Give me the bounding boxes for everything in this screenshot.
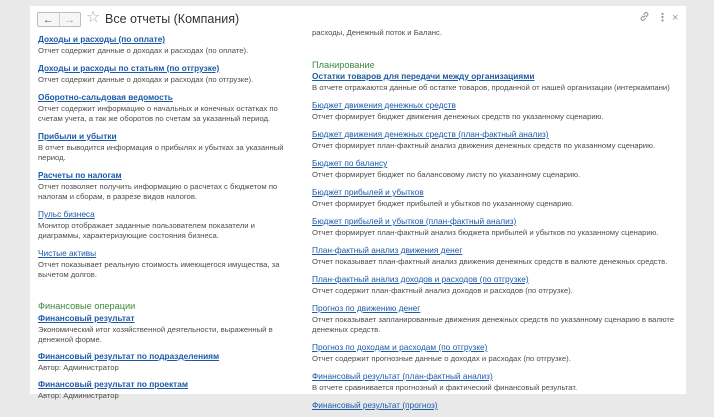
- report-description: Отчет показывает план-фактный анализ движения денежных средств в валюте денежных средств.: [312, 257, 668, 266]
- report-link[interactable]: План-фактный анализ доходов и расходов (по отгрузке): [312, 274, 529, 284]
- report-item: [38, 351, 293, 373]
- report-link[interactable]: Бюджет движения денежных средств (план-фактный анализ): [312, 129, 549, 139]
- report-link[interactable]: Оборотно-сальдовая ведомость: [38, 92, 173, 102]
- star-icon[interactable]: ☆: [86, 9, 101, 26]
- report-link[interactable]: Финансовый результат (план-фактный анализ): [312, 371, 493, 381]
- report-link[interactable]: Прибыли и убытки: [38, 131, 117, 141]
- report-description: Отчет содержит план-фактный анализ доходов и расходов (по отгрузке).: [312, 286, 573, 295]
- left-column: [38, 34, 293, 407]
- report-description: В отчете сравнивается прогнозный и фактический финансовый результат.: [312, 383, 578, 392]
- report-item: [312, 71, 682, 93]
- page-title: Все отчеты (Компания): [105, 12, 240, 26]
- report-link[interactable]: Доходы и расходы (по оплате): [38, 34, 166, 44]
- forward-button[interactable]: [59, 13, 81, 26]
- report-description: Отчет содержит данные о доходах и расходах (по отгрузке).: [38, 75, 254, 84]
- report-item: [312, 371, 682, 393]
- report-description: Отчет содержит прогнозные данные о доходах и расходах (по отгрузке).: [312, 354, 571, 363]
- report-item: [38, 379, 293, 401]
- report-item: [312, 303, 682, 335]
- navigation-buttons: [37, 12, 81, 27]
- report-item: [312, 158, 682, 180]
- report-link[interactable]: Финансовый результат (прогноз): [312, 400, 438, 410]
- report-description: Отчет формирует бюджет движения денежных средств по указанному сценарию.: [312, 112, 604, 121]
- report-item: [312, 129, 682, 151]
- section-heading-planning: Планирование: [312, 60, 375, 70]
- report-item: [312, 400, 682, 410]
- report-link[interactable]: Бюджет прибылей и убытков: [312, 187, 424, 197]
- close-icon[interactable]: ×: [672, 12, 679, 24]
- report-description: Отчет формирует план-фактный анализ движения денежных средств по указанному сценарию.: [312, 141, 655, 150]
- back-button[interactable]: [38, 13, 59, 26]
- arrow-right-icon: →: [64, 13, 76, 26]
- report-description: Отчет формирует бюджет по балансовому листу по указанному сценарию.: [312, 170, 581, 179]
- report-item: [38, 34, 293, 56]
- section-heading-finance: Финансовые операции: [38, 301, 136, 311]
- report-item: [38, 92, 293, 124]
- report-description: Отчет содержит информацию о начальных и конечных остатках по счетам учета, а так же оборотов по счетам за указанный период.: [38, 104, 278, 123]
- report-link[interactable]: Остатки товаров для передачи между организациями: [312, 71, 535, 81]
- report-link[interactable]: Финансовый результат: [38, 313, 135, 323]
- report-item: [312, 216, 682, 238]
- report-item: [312, 274, 682, 296]
- report-item: [38, 313, 293, 345]
- report-description: В отчете отражаются данные об остатке товаров, проданной от нашей организации (интеркампани): [312, 83, 670, 92]
- link-icon[interactable]: [639, 11, 650, 26]
- report-link[interactable]: Бюджет движения денежных средств: [312, 100, 456, 110]
- report-item: [38, 131, 293, 163]
- report-item: [312, 245, 682, 267]
- report-description: Автор: Администратор: [38, 391, 119, 400]
- report-description: Монитор отображает заданные пользователем показатели и диаграммы, характеризующие состояния бизнеса.: [38, 221, 255, 240]
- report-item: [38, 63, 293, 85]
- report-item: [312, 100, 682, 122]
- more-icon[interactable]: ⋮: [657, 12, 668, 24]
- report-item: [38, 170, 293, 202]
- report-link[interactable]: Бюджет по балансу: [312, 158, 388, 168]
- arrow-left-icon: ←: [42, 13, 54, 26]
- report-description: Экономический итог хозяйственной деятельности, выраженный в денежной форме.: [38, 325, 273, 344]
- report-item: [38, 209, 293, 241]
- report-description-continued: расходы, Денежный поток и Баланс.: [312, 28, 443, 37]
- report-item: [312, 187, 682, 209]
- reports-window: [30, 6, 686, 410]
- report-description: Отчет формирует план-фактный анализ бюджета прибылей и убытков по указанному сценарию.: [312, 228, 659, 237]
- report-description: Отчет показывает запланированные движения денежных средств по указанному сценарию в валюте денежных средств.: [312, 315, 675, 334]
- report-description: Отчет позволяет получить информацию о расчетах с бюджетом по налогам и сборам, в разрезе видов налогов.: [38, 182, 278, 201]
- report-description: Отчет формирует бюджет прибылей и убытков по указанному сценарию.: [312, 199, 574, 208]
- report-link[interactable]: Прогноз по движению денег: [312, 303, 421, 313]
- report-description: Отчет показывает реальную стоимость имеющегося имущества, за вычетом долгов.: [38, 260, 280, 279]
- report-link[interactable]: Финансовый результат по подразделениям: [38, 351, 220, 361]
- report-link[interactable]: Бюджет прибылей и убытков (план-фактный анализ): [312, 216, 517, 226]
- report-description: Отчет содержит данные о доходах и расходах (по оплате).: [38, 46, 249, 55]
- report-link[interactable]: Расчеты по налогам: [38, 170, 122, 180]
- report-link[interactable]: Чистые активы: [38, 248, 97, 258]
- report-link[interactable]: Прогноз по доходам и расходам (по отгрузке): [312, 342, 488, 352]
- report-item: [38, 248, 293, 280]
- report-description: В отчет выводится информация о прибылях и убытках за указанный период.: [38, 143, 284, 162]
- report-link[interactable]: Доходы и расходы по статьям (по отгрузке): [38, 63, 220, 73]
- right-column: [312, 28, 682, 417]
- report-description: Автор: Администратор: [38, 363, 119, 372]
- report-link[interactable]: План-фактный анализ движения денег: [312, 245, 463, 255]
- report-link[interactable]: Финансовый результат по проектам: [38, 379, 188, 389]
- report-item: [312, 342, 682, 364]
- report-link[interactable]: Пульс бизнеса: [38, 209, 95, 219]
